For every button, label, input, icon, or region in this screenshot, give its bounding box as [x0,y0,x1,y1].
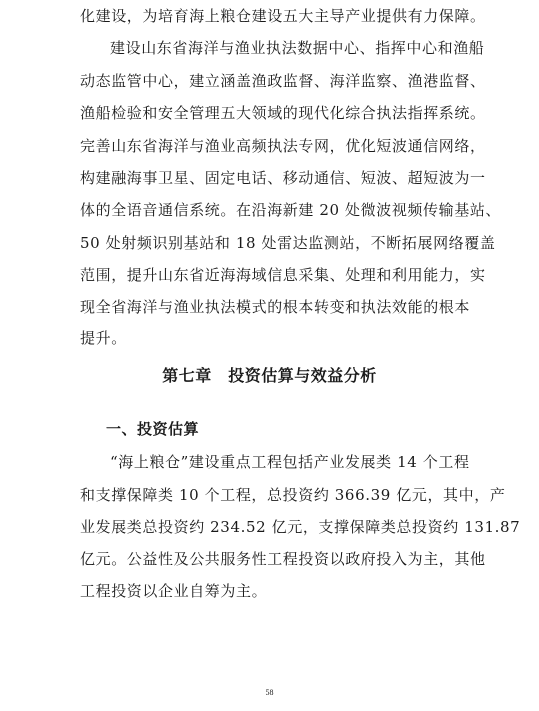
body-paragraph-line: 完善山东省海洋与渔业高频执法专网，优化短波通信网络， [80,137,486,155]
body-paragraph-line: 50 处射频识别基站和 18 处雷达监测站，不断拓展网络覆盖 [80,234,496,252]
page-number: 58 [265,688,274,697]
body-paragraph-line: 工程投资以企业自筹为主。 [80,582,268,600]
body-paragraph-line: 范围，提升山东省近海海域信息采集、处理和利用能力，实 [80,266,486,284]
body-paragraph-line: 亿元。公益性及公共服务性工程投资以政府投入为主，其他 [80,550,486,568]
body-paragraph-line: 业发展类总投资约 234.52 亿元，支撑保障类总投资约 131.87 [80,518,521,536]
body-paragraph-line: 动态监管中心，建立涵盖渔政监督、海洋监察、渔港监督、 [80,72,486,90]
body-paragraph-line: 渔船检验和安全管理五大领域的现代化综合执法指挥系统。 [80,104,486,122]
body-paragraph-line: 体的全语音通信系统。在沿海新建 20 处微波视频传输基站、 [80,201,502,219]
chapter-title: 第七章 投资估算与效益分析 [162,366,377,385]
body-paragraph-line: 现全省海洋与渔业执法模式的根本转变和执法效能的根本 [80,298,471,316]
section-heading: 一、投资估算 [106,420,200,438]
body-paragraph-line: 和支撑保障类 10 个工程，总投资约 366.39 亿元，其中，产 [80,486,506,504]
body-paragraph-line: 建设山东省海洋与渔业执法数据中心、指挥中心和渔船 [110,39,485,57]
body-paragraph-line: “海上粮仓”建设重点工程包括产业发展类 14 个工程 [110,453,470,471]
body-paragraph-line: 构建融海事卫星、固定电话、移动通信、短波、超短波为一 [80,169,486,187]
body-paragraph-line: 化建设，为培育海上粮仓建设五大主导产业提供有力保障。 [80,7,486,25]
body-paragraph-line: 提升。 [80,329,127,347]
